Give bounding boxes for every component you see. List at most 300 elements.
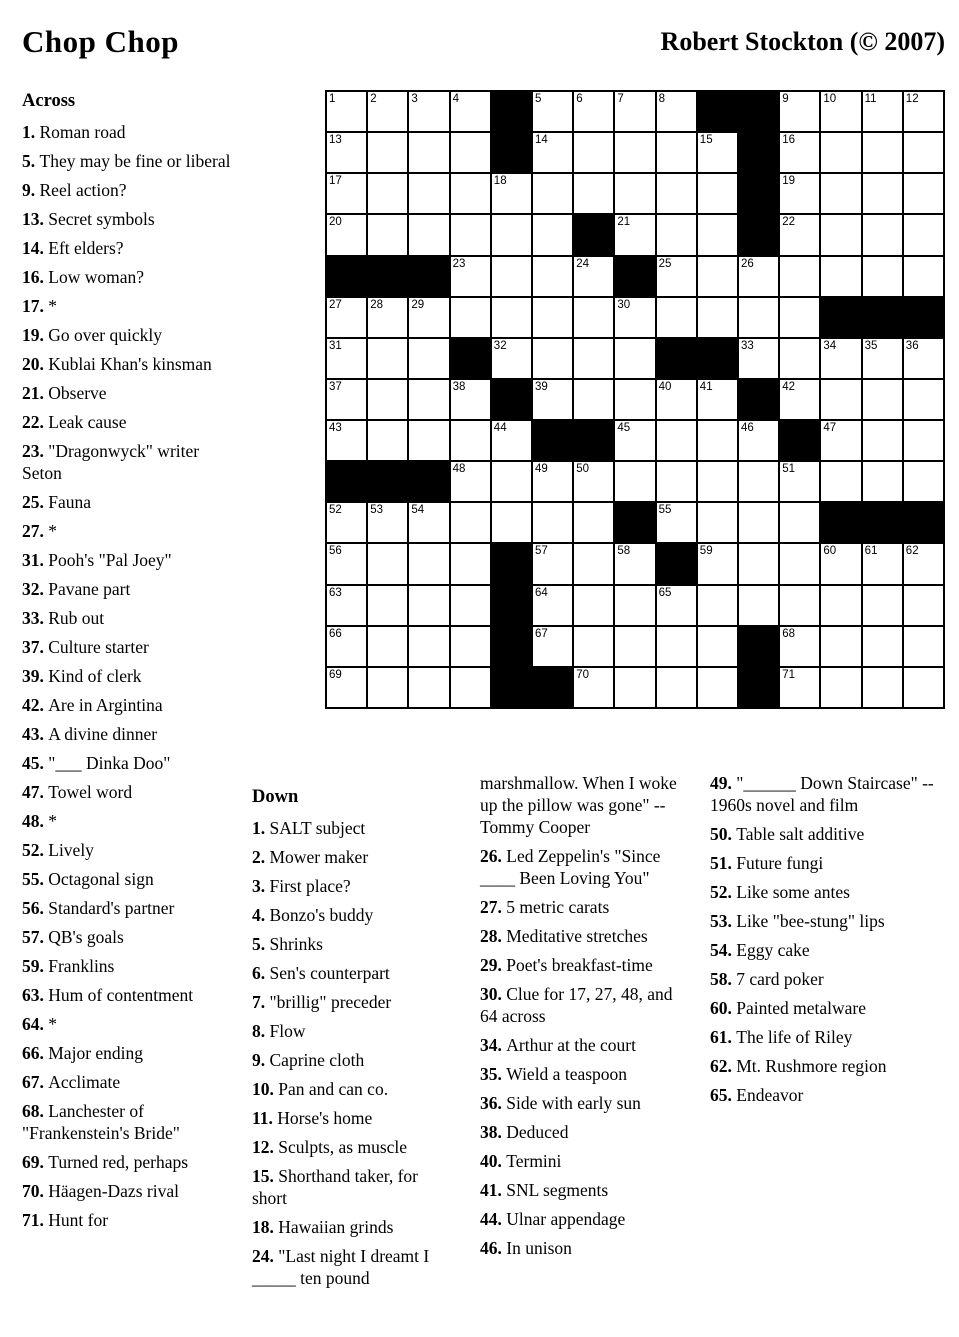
grid-cell-r12c11[interactable] — [739, 544, 778, 583]
grid-cell-r9c8[interactable] — [615, 421, 654, 460]
grid-cell-r2c7[interactable] — [574, 133, 613, 172]
grid-cell-r10c9[interactable] — [657, 462, 696, 501]
grid-cell-r12c2[interactable] — [368, 544, 407, 583]
grid-cell-r2c9[interactable] — [657, 133, 696, 172]
cell-number: 11 — [864, 93, 877, 105]
grid-cell-r5c6[interactable] — [533, 257, 572, 296]
grid-cell-r12c4[interactable] — [451, 544, 490, 583]
grid-cell-r9c5[interactable] — [492, 421, 531, 460]
grid-cell-r5c7[interactable] — [574, 257, 613, 296]
grid-cell-r3c4[interactable] — [451, 174, 490, 213]
cell-number: 39 — [535, 380, 548, 393]
black-cell-r7c4 — [451, 339, 490, 378]
grid-cell-r2c1[interactable] — [327, 133, 366, 172]
across-clue-1: 1. Roman road — [22, 122, 126, 142]
clue-number: 34. — [480, 1035, 507, 1055]
grid-cell-r11c12[interactable] — [780, 503, 819, 542]
cell-number: 5 — [535, 93, 542, 105]
clue-number: 58. — [710, 969, 737, 989]
grid-cell-r14c7[interactable] — [574, 627, 613, 666]
grid-cell-r14c10[interactable] — [698, 627, 737, 666]
across-clue-39: 39. Kind of clerk — [22, 666, 142, 686]
grid-cell-r15c1[interactable] — [327, 668, 366, 707]
grid-cell-r11c2[interactable] — [368, 503, 407, 542]
clue-number: 15. — [252, 1166, 279, 1186]
across-clue-14: 14. Eft elders? — [22, 238, 124, 258]
grid-cell-r15c4[interactable] — [451, 668, 490, 707]
grid-cell-r8c1[interactable] — [327, 380, 366, 419]
across-clue-25: 25. Fauna — [22, 492, 92, 512]
down-clue-62: 62. Mt. Rushmore region — [710, 1056, 887, 1076]
down-clue-24: 24. "Last night I dreamt I _____ ten pound — [252, 1246, 430, 1288]
black-cell-r5c3 — [409, 257, 448, 296]
grid-cell-r3c15[interactable] — [904, 174, 943, 213]
cell-number: 51 — [782, 463, 795, 476]
grid-cell-r5c10[interactable] — [698, 257, 737, 296]
clue-number: 12. — [252, 1137, 279, 1157]
down-clue-50: 50. Table salt additive — [710, 824, 865, 844]
grid-cell-r15c12[interactable] — [780, 668, 819, 707]
grid-cell-r7c1[interactable] — [327, 339, 366, 378]
grid-cell-r13c13[interactable] — [821, 586, 860, 625]
grid-cell-r12c6[interactable] — [533, 544, 572, 583]
grid-cell-r1c13[interactable] — [821, 92, 860, 131]
grid-cell-r12c7[interactable] — [574, 544, 613, 583]
grid-cell-r8c10[interactable] — [698, 380, 737, 419]
cell-number: 46 — [741, 422, 754, 435]
grid-cell-r13c4[interactable] — [451, 586, 490, 625]
black-cell-r6c13 — [821, 298, 860, 337]
grid-cell-r3c2[interactable] — [368, 174, 407, 213]
down-clue-1: 1. SALT subject — [252, 818, 366, 838]
grid-cell-r1c9[interactable] — [657, 92, 696, 131]
grid-cell-r4c2[interactable] — [368, 215, 407, 254]
down-clue-6: 6. Sen's counterpart — [252, 963, 390, 983]
grid-cell-r9c1[interactable] — [327, 421, 366, 460]
cell-number: 3 — [411, 93, 418, 105]
grid-cell-r10c15[interactable] — [904, 462, 943, 501]
grid-cell-r6c8[interactable] — [615, 298, 654, 337]
grid-cell-r13c11[interactable] — [739, 586, 778, 625]
grid-cell-r10c12[interactable] — [780, 462, 819, 501]
grid-cell-r8c6[interactable] — [533, 380, 572, 419]
down-clue-41: 41. SNL segments — [480, 1180, 609, 1200]
grid-cell-r11c7[interactable] — [574, 503, 613, 542]
grid-cell-r11c1[interactable] — [327, 503, 366, 542]
grid-cell-r13c8[interactable] — [615, 586, 654, 625]
clue-number: 52. — [22, 840, 49, 860]
grid-cell-r9c2[interactable] — [368, 421, 407, 460]
down-clue-44: 44. Ulnar appendage — [480, 1209, 626, 1229]
cell-number: 36 — [905, 339, 919, 352]
black-cell-r6c14 — [863, 298, 902, 337]
grid-cell-r12c1[interactable] — [327, 544, 366, 583]
cell-number: 32 — [493, 339, 507, 352]
grid-cell-r6c9[interactable] — [657, 298, 696, 337]
grid-cell-r13c15[interactable] — [904, 586, 943, 625]
clue-number: 8. — [252, 1021, 270, 1041]
grid-cell-r8c2[interactable] — [368, 380, 407, 419]
down-clue-15: 15. Shorthand taker, for short — [252, 1166, 418, 1208]
clue-number: 10. — [252, 1079, 279, 1099]
grid-cell-r14c3[interactable] — [409, 627, 448, 666]
grid-cell-r4c1[interactable] — [327, 215, 366, 254]
grid-cell-r15c9[interactable] — [657, 668, 696, 707]
grid-cell-r6c3[interactable] — [409, 298, 448, 337]
grid-cell-r11c4[interactable] — [451, 503, 490, 542]
grid-cell-r1c6[interactable] — [533, 92, 572, 131]
cell-number: 34 — [823, 339, 837, 352]
across-clue-47: 47. Towel word — [22, 782, 133, 802]
grid-cell-r10c13[interactable] — [821, 462, 860, 501]
grid-cell-r9c3[interactable] — [409, 421, 448, 460]
grid-cell-r5c14[interactable] — [863, 257, 902, 296]
across-clue-43: 43. A divine dinner — [22, 724, 158, 744]
clue-number: 31. — [22, 550, 49, 570]
across-clue-63: 63. Hum of contentment — [22, 985, 194, 1005]
grid-cell-r14c13[interactable] — [821, 627, 860, 666]
clue-number: 53. — [710, 911, 737, 931]
grid-cell-r1c1[interactable] — [327, 92, 366, 131]
grid-cell-r8c9[interactable] — [657, 380, 696, 419]
grid-cell-r3c3[interactable] — [409, 174, 448, 213]
grid-cell-r10c4[interactable] — [451, 462, 490, 501]
cell-number: 42 — [782, 380, 795, 393]
black-cell-r10c3 — [409, 462, 448, 501]
grid-cell-r9c9[interactable] — [657, 421, 696, 460]
grid-cell-r13c9[interactable] — [657, 586, 696, 625]
clue-number: 43. — [22, 724, 49, 744]
grid-cell-r2c15[interactable] — [904, 133, 943, 172]
grid-cell-r13c6[interactable] — [533, 586, 572, 625]
grid-cell-r7c11[interactable] — [739, 339, 778, 378]
across-clue-13: 13. Secret symbols — [22, 209, 155, 229]
grid-cell-r12c15[interactable] — [904, 544, 943, 583]
grid-cell-r4c12[interactable] — [780, 215, 819, 254]
grid-cell-r12c8[interactable] — [615, 544, 654, 583]
grid-cell-r3c13[interactable] — [821, 174, 860, 213]
grid-cell-r8c4[interactable] — [451, 380, 490, 419]
grid-cell-r1c7[interactable] — [574, 92, 613, 131]
clue-number: 29. — [480, 955, 507, 975]
grid-cell-r7c15[interactable] — [904, 339, 943, 378]
grid-cell-r14c4[interactable] — [451, 627, 490, 666]
grid-cell-r10c5[interactable] — [492, 462, 531, 501]
grid-cell-r13c3[interactable] — [409, 586, 448, 625]
grid-cell-r5c12[interactable] — [780, 257, 819, 296]
black-cell-r10c2 — [368, 462, 407, 501]
grid-cell-r4c14[interactable] — [863, 215, 902, 254]
clue-number: 68. — [22, 1101, 49, 1121]
grid-cell-r7c8[interactable] — [615, 339, 654, 378]
clue-number: 35. — [480, 1064, 507, 1084]
grid-cell-r11c9[interactable] — [657, 503, 696, 542]
grid-cell-r13c10[interactable] — [698, 586, 737, 625]
grid-cell-r4c13[interactable] — [821, 215, 860, 254]
grid-cell-r10c7[interactable] — [574, 462, 613, 501]
grid-cell-r10c8[interactable] — [615, 462, 654, 501]
grid-cell-r6c11[interactable] — [739, 298, 778, 337]
grid-cell-r4c10[interactable] — [698, 215, 737, 254]
grid-cell-r13c12[interactable] — [780, 586, 819, 625]
across-clue-16: 16. Low woman? — [22, 267, 144, 287]
grid-cell-r12c14[interactable] — [863, 544, 902, 583]
cell-number: 63 — [329, 586, 342, 599]
grid-cell-r3c9[interactable] — [657, 174, 696, 213]
grid-cell-r9c13[interactable] — [821, 421, 860, 460]
grid-cell-r8c12[interactable] — [780, 380, 819, 419]
grid-cell-r11c6[interactable] — [533, 503, 572, 542]
grid-cell-r9c14[interactable] — [863, 421, 902, 460]
clue-number: 23. — [22, 441, 49, 461]
black-cell-r9c12 — [780, 421, 819, 460]
cell-number: 54 — [411, 504, 425, 517]
grid-cell-r14c15[interactable] — [904, 627, 943, 666]
down-clue-54: 54. Eggy cake — [710, 940, 810, 960]
grid-cell-r7c13[interactable] — [821, 339, 860, 378]
cell-number: 41 — [699, 380, 713, 393]
across-clue-21: 21. Observe — [22, 383, 107, 403]
grid-cell-r15c3[interactable] — [409, 668, 448, 707]
down-clue-36: 36. Side with early sun — [480, 1093, 641, 1113]
grid-cell-r4c4[interactable] — [451, 215, 490, 254]
grid-cell-r7c14[interactable] — [863, 339, 902, 378]
grid-cell-r8c8[interactable] — [615, 380, 654, 419]
grid-cell-r10c14[interactable] — [863, 462, 902, 501]
grid-cell-r13c14[interactable] — [863, 586, 902, 625]
down-clue-11: 11. Horse's home — [252, 1108, 373, 1128]
grid-cell-r11c5[interactable] — [492, 503, 531, 542]
clue-number: 1. — [252, 818, 270, 838]
grid-cell-r8c3[interactable] — [409, 380, 448, 419]
grid-cell-r5c5[interactable] — [492, 257, 531, 296]
grid-cell-r1c4[interactable] — [451, 92, 490, 131]
grid-cell-r2c14[interactable] — [863, 133, 902, 172]
grid-cell-r6c5[interactable] — [492, 298, 531, 337]
grid-cell-r1c2[interactable] — [368, 92, 407, 131]
grid-cell-r8c14[interactable] — [863, 380, 902, 419]
grid-cell-r4c15[interactable] — [904, 215, 943, 254]
grid-cell-r15c15[interactable] — [904, 668, 943, 707]
cell-number: 61 — [864, 545, 878, 558]
cell-number: 44 — [493, 422, 507, 435]
grid-cell-r13c1[interactable] — [327, 586, 366, 625]
grid-cell-r8c7[interactable] — [574, 380, 613, 419]
clue-number: 14. — [22, 238, 49, 258]
clue-number: 38. — [480, 1122, 507, 1142]
clue-number: 44. — [480, 1209, 507, 1229]
grid-cell-r2c13[interactable] — [821, 133, 860, 172]
grid-cell-r1c3[interactable] — [409, 92, 448, 131]
grid-cell-r12c12[interactable] — [780, 544, 819, 583]
clue-number: 49. — [710, 773, 737, 793]
down-clue-38: 38. Deduced — [480, 1122, 569, 1142]
black-cell-r8c11 — [739, 380, 778, 419]
grid-cell-r7c12[interactable] — [780, 339, 819, 378]
grid-cell-r5c11[interactable] — [739, 257, 778, 296]
black-cell-r15c11 — [739, 668, 778, 707]
down-clue-51: 51. Future fungi — [710, 853, 824, 873]
grid-cell-r2c4[interactable] — [451, 133, 490, 172]
across-clue-56: 56. Standard's partner — [22, 898, 175, 918]
grid-cell-r4c9[interactable] — [657, 215, 696, 254]
grid-cell-r15c8[interactable] — [615, 668, 654, 707]
grid-cell-r9c15[interactable] — [904, 421, 943, 460]
down-clues-column-1 — [252, 786, 452, 1296]
grid-cell-r7c7[interactable] — [574, 339, 613, 378]
black-cell-r11c14 — [863, 503, 902, 542]
across-clue-67: 67. Acclimate — [22, 1072, 121, 1092]
grid-cell-r10c10[interactable] — [698, 462, 737, 501]
grid-cell-r12c10[interactable] — [698, 544, 737, 583]
grid-cell-r14c14[interactable] — [863, 627, 902, 666]
grid-cell-r14c1[interactable] — [327, 627, 366, 666]
down-clue-30: 30. Clue for 17, 27, 48, and 64 across — [480, 984, 673, 1026]
grid-cell-r4c5[interactable] — [492, 215, 531, 254]
cell-number: 69 — [329, 668, 342, 681]
grid-cell-r3c6[interactable] — [533, 174, 572, 213]
grid-cell-r13c7[interactable] — [574, 586, 613, 625]
grid-cell-r7c2[interactable] — [368, 339, 407, 378]
cell-number: 23 — [452, 257, 466, 270]
grid-cell-r10c6[interactable] — [533, 462, 572, 501]
clue-number: 33. — [22, 608, 49, 628]
cell-number: 45 — [617, 422, 631, 435]
grid-cell-r6c10[interactable] — [698, 298, 737, 337]
down-clue-61: 61. The life of Riley — [710, 1027, 853, 1047]
grid-cell-r7c5[interactable] — [492, 339, 531, 378]
grid-cell-r13c2[interactable] — [368, 586, 407, 625]
grid-cell-r15c14[interactable] — [863, 668, 902, 707]
grid-cell-r12c3[interactable] — [409, 544, 448, 583]
grid-cell-r4c8[interactable] — [615, 215, 654, 254]
grid-cell-r10c11[interactable] — [739, 462, 778, 501]
grid-cell-r14c9[interactable] — [657, 627, 696, 666]
grid-cell-r1c12[interactable] — [780, 92, 819, 131]
clue-number: 63. — [22, 985, 49, 1005]
grid-cell-r1c15[interactable] — [904, 92, 943, 131]
grid-cell-r15c10[interactable] — [698, 668, 737, 707]
grid-cell-r2c6[interactable] — [533, 133, 572, 172]
grid-cell-r9c10[interactable] — [698, 421, 737, 460]
black-cell-r3c11 — [739, 174, 778, 213]
grid-cell-r15c2[interactable] — [368, 668, 407, 707]
cell-number: 2 — [370, 93, 377, 105]
down-clue-46: 46. In unison — [480, 1238, 572, 1258]
across-clue-66: 66. Major ending — [22, 1043, 144, 1063]
cell-number: 28 — [370, 298, 383, 311]
grid-cell-r2c10[interactable] — [698, 133, 737, 172]
grid-cell-r6c7[interactable] — [574, 298, 613, 337]
clue-number: 48. — [22, 811, 49, 831]
grid-cell-r3c8[interactable] — [615, 174, 654, 213]
across-clues-column — [22, 90, 232, 1238]
grid-cell-r5c4[interactable] — [451, 257, 490, 296]
cell-number: 24 — [576, 257, 589, 270]
grid-cell-r9c11[interactable] — [739, 421, 778, 460]
grid-cell-r14c12[interactable] — [780, 627, 819, 666]
grid-cell-r12c13[interactable] — [821, 544, 860, 583]
grid-cell-r6c1[interactable] — [327, 298, 366, 337]
grid-cell-r5c13[interactable] — [821, 257, 860, 296]
grid-cell-r1c8[interactable] — [615, 92, 654, 131]
grid-cell-r6c6[interactable] — [533, 298, 572, 337]
grid-cell-r15c13[interactable] — [821, 668, 860, 707]
grid-cell-r5c15[interactable] — [904, 257, 943, 296]
black-cell-r14c5 — [492, 627, 531, 666]
grid-cell-r4c3[interactable] — [409, 215, 448, 254]
clue-number: 50. — [710, 824, 737, 844]
grid-cell-r4c6[interactable] — [533, 215, 572, 254]
grid-cell-r2c12[interactable] — [780, 133, 819, 172]
black-cell-r9c7 — [574, 421, 613, 460]
cell-number: 12 — [905, 93, 919, 105]
grid-cell-r14c6[interactable] — [533, 627, 572, 666]
grid-cell-r11c11[interactable] — [739, 503, 778, 542]
grid-cell-r3c14[interactable] — [863, 174, 902, 213]
clue-number: 13. — [22, 209, 49, 229]
grid-cell-r14c2[interactable] — [368, 627, 407, 666]
cell-number: 4 — [452, 93, 459, 105]
grid-cell-r2c3[interactable] — [409, 133, 448, 172]
cell-number: 59 — [699, 545, 713, 558]
grid-cell-r15c7[interactable] — [574, 668, 613, 707]
grid-cell-r3c5[interactable] — [492, 174, 531, 213]
cell-number: 70 — [576, 668, 589, 681]
black-cell-r4c11 — [739, 215, 778, 254]
cell-number: 6 — [576, 93, 583, 105]
grid-cell-r6c4[interactable] — [451, 298, 490, 337]
grid-cell-r3c12[interactable] — [780, 174, 819, 213]
cell-number: 52 — [329, 504, 342, 517]
cell-number: 53 — [370, 504, 383, 517]
grid-cell-r6c2[interactable] — [368, 298, 407, 337]
grid-cell-r3c1[interactable] — [327, 174, 366, 213]
down-clue-58: 58. 7 card poker — [710, 969, 824, 989]
grid-cell-r3c7[interactable] — [574, 174, 613, 213]
grid-cell-r14c8[interactable] — [615, 627, 654, 666]
cell-number: 64 — [535, 586, 548, 599]
grid-cell-r11c10[interactable] — [698, 503, 737, 542]
grid-cell-r3c10[interactable] — [698, 174, 737, 213]
grid-cell-r11c3[interactable] — [409, 503, 448, 542]
grid-cell-r8c13[interactable] — [821, 380, 860, 419]
clue-number: 25. — [22, 492, 49, 512]
clue-number: 32. — [22, 579, 49, 599]
black-cell-r5c2 — [368, 257, 407, 296]
clue-number: 22. — [22, 412, 49, 432]
grid-cell-r9c4[interactable] — [451, 421, 490, 460]
cell-number: 29 — [411, 298, 425, 311]
across-clue-64: 64. * — [22, 1014, 57, 1034]
grid-cell-r6c12[interactable] — [780, 298, 819, 337]
clue-number: 37. — [22, 637, 49, 657]
clue-number: 62. — [710, 1056, 737, 1076]
grid-cell-r5c9[interactable] — [657, 257, 696, 296]
cell-number: 49 — [535, 463, 548, 476]
clue-number: 65. — [710, 1085, 737, 1105]
grid-cell-r7c3[interactable] — [409, 339, 448, 378]
clue-number: 67. — [22, 1072, 49, 1092]
grid-cell-r1c14[interactable] — [863, 92, 902, 131]
across-clue-17: 17. * — [22, 296, 57, 316]
black-cell-r11c13 — [821, 503, 860, 542]
grid-cell-r2c2[interactable] — [368, 133, 407, 172]
across-clue-55: 55. Octagonal sign — [22, 869, 154, 889]
grid-cell-r2c8[interactable] — [615, 133, 654, 172]
grid-cell-r8c15[interactable] — [904, 380, 943, 419]
grid-cell-r7c6[interactable] — [533, 339, 572, 378]
